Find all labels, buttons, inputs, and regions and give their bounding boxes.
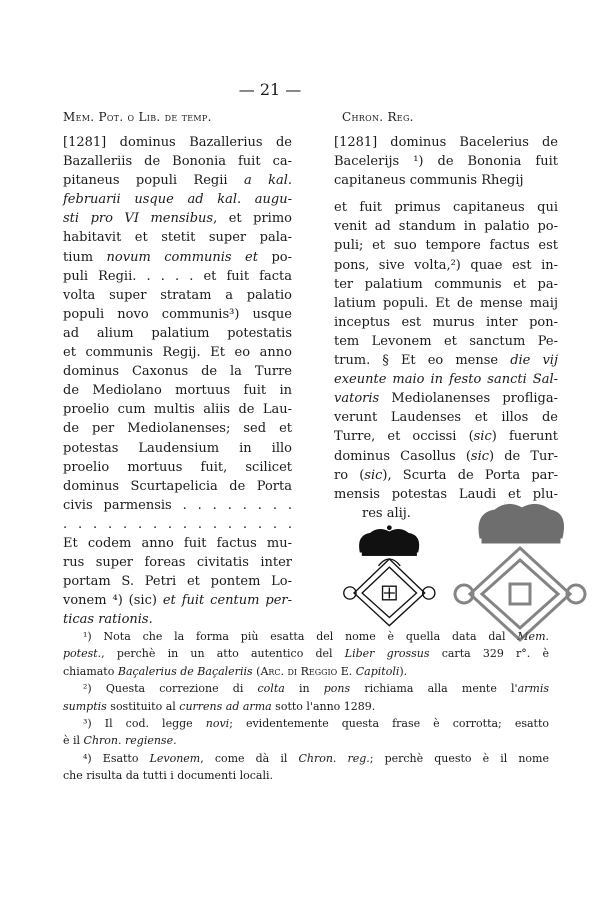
text-line bbox=[334, 313, 558, 332]
text-run: dominus Casollus ( bbox=[334, 448, 471, 464]
text-line bbox=[63, 267, 292, 286]
text-run: ). bbox=[399, 664, 408, 678]
text-line bbox=[63, 228, 292, 247]
italic-text: currens ad arma bbox=[179, 699, 272, 713]
text-run: pitaneus populi Regii bbox=[63, 173, 244, 189]
right-column-heading: Chron. Reg. bbox=[342, 110, 414, 124]
text-run: pons, sive volta,²) quae est in- bbox=[334, 257, 558, 273]
text-line bbox=[334, 152, 558, 171]
text-run: proelio cum multis aliis de Lau- bbox=[63, 402, 292, 418]
text-line bbox=[334, 351, 558, 370]
text-run: puli; et suo tempore factus est bbox=[334, 238, 558, 254]
text-run: trum. § Et eo mense bbox=[334, 353, 511, 369]
text-line bbox=[334, 370, 558, 389]
text-run: populi novo communis³) usque bbox=[63, 306, 292, 322]
text-run: in bbox=[284, 682, 324, 696]
text-run: res alij. bbox=[362, 505, 411, 521]
text-line bbox=[334, 275, 558, 294]
library-stamp-1 bbox=[336, 525, 442, 627]
footnote-line bbox=[63, 698, 549, 715]
text-run: tem Levonem et sanctum Pe- bbox=[334, 333, 558, 349]
italic-text: pons bbox=[323, 682, 351, 696]
text-line bbox=[334, 217, 558, 236]
text-run: Et codem anno fuit factus mu- bbox=[63, 535, 292, 551]
text-run: de Mediolano mortuus fuit in bbox=[63, 383, 292, 399]
text-run: ¹) Nota che la forma più esatta del nome è quella data dal bbox=[83, 630, 518, 643]
text-run: vonem ⁴) (sic) bbox=[63, 593, 163, 609]
text-run: ad alium palatium potestatis bbox=[63, 325, 292, 341]
text-run: ) de Tur- bbox=[489, 448, 558, 464]
text-line bbox=[63, 133, 292, 152]
italic-text: armis bbox=[517, 682, 549, 696]
text-line bbox=[334, 466, 558, 485]
text-run: Mediolanenses profliga- bbox=[379, 391, 558, 407]
text-line bbox=[63, 190, 292, 209]
italic-text: sic bbox=[473, 429, 492, 445]
footnote-line bbox=[63, 732, 549, 749]
footnote-line bbox=[63, 750, 549, 767]
text-line bbox=[63, 171, 292, 190]
text-run: ; evidentemente questa frase è corrotta; esatto bbox=[229, 716, 549, 730]
text-run: ³) Il cod. legge bbox=[83, 716, 206, 730]
text-run: civis parmensis . . . . . . . . bbox=[63, 497, 292, 513]
paragraph-gap bbox=[334, 190, 558, 198]
italic-text: sic bbox=[364, 467, 383, 483]
text-line bbox=[63, 477, 292, 496]
italic-text: die vij bbox=[510, 353, 558, 369]
text-run: Arc. di Reggio E. bbox=[260, 664, 353, 678]
italic-text: Levonem bbox=[149, 751, 201, 765]
library-stamp-2 bbox=[440, 498, 595, 643]
text-line bbox=[63, 553, 292, 572]
text-line bbox=[63, 439, 292, 458]
text-run: proelio mortuus fuit, scilicet bbox=[63, 459, 292, 475]
text-line bbox=[63, 572, 292, 591]
text-run: , come dà il bbox=[200, 751, 299, 765]
text-run: mensis potestas Laudi et plu- bbox=[334, 486, 558, 502]
footnotes bbox=[63, 628, 549, 785]
text-line bbox=[63, 419, 292, 438]
italic-text: potest. bbox=[63, 647, 102, 661]
right-column-text bbox=[334, 133, 558, 523]
text-line bbox=[334, 198, 558, 217]
text-line bbox=[334, 256, 558, 275]
text-run: Bacelerijs ¹) de Bononia fuit bbox=[334, 154, 558, 170]
left-column-heading: Mem. Pot. o Lib. de temp. bbox=[63, 110, 212, 124]
text-line bbox=[334, 408, 558, 427]
italic-text: sumptis bbox=[63, 699, 107, 713]
text-line bbox=[334, 427, 558, 446]
text-line bbox=[63, 286, 292, 305]
text-run: chiamato bbox=[63, 664, 118, 678]
text-run: capitaneus communis Rhegij bbox=[334, 173, 524, 189]
text-line bbox=[63, 591, 292, 610]
text-run: volta super stratam a palatio bbox=[63, 287, 292, 303]
italic-text: februarii usque ad kal. augu- bbox=[63, 192, 292, 208]
text-run: [1281] dominus Bazallerius de bbox=[63, 135, 292, 150]
text-line bbox=[63, 610, 292, 629]
text-run: dominus Caxonus de la Turre bbox=[63, 364, 292, 380]
footnote-line bbox=[63, 767, 549, 784]
footnote-line bbox=[63, 715, 549, 732]
text-run: sotto l'anno 1289. bbox=[271, 699, 376, 713]
italic-text: a kal. bbox=[243, 173, 292, 189]
text-line bbox=[63, 496, 292, 515]
text-run: ro ( bbox=[334, 467, 365, 483]
text-line bbox=[63, 400, 292, 419]
text-run: latium populi. Et de mense maij bbox=[334, 295, 558, 311]
italic-text: exeunte maio in festo sancti Sal- bbox=[334, 372, 558, 388]
italic-text: Baçalerius de Baçaleriis bbox=[117, 664, 253, 678]
text-run: ⁴) Esatto bbox=[83, 751, 150, 765]
text-run: potestas Laudensium in illo bbox=[63, 440, 292, 456]
text-line bbox=[63, 458, 292, 477]
italic-text: et fuit centum per- bbox=[162, 593, 292, 609]
text-run: et communis Regij. Et eo anno bbox=[63, 345, 292, 361]
text-run: , perchè in un atto autentico del bbox=[101, 647, 345, 661]
text-line bbox=[334, 294, 558, 313]
text-run: richiama alla mente l' bbox=[350, 682, 518, 696]
italic-text: novi bbox=[205, 716, 230, 730]
text-line bbox=[334, 236, 558, 255]
text-run: Bazalleriis de Bononia fuit ca- bbox=[63, 154, 292, 170]
text-run: che risulta da tutti i documenti locali. bbox=[63, 769, 273, 783]
text-line bbox=[63, 324, 292, 343]
text-run: habitavit et stetit super pala- bbox=[63, 230, 292, 246]
text-run: dominus Scurtapelicia de Porta bbox=[63, 478, 292, 494]
text-line bbox=[334, 133, 558, 152]
italic-text: colta bbox=[257, 682, 285, 696]
footnote-line bbox=[63, 645, 549, 662]
italic-text: Capitoli bbox=[355, 664, 400, 678]
text-line bbox=[63, 362, 292, 381]
text-line bbox=[63, 305, 292, 324]
text-run: ²) Questa correzione di bbox=[83, 682, 258, 696]
italic-text: novum communis et bbox=[106, 249, 258, 265]
text-line bbox=[63, 534, 292, 553]
text-run: [1281] dominus Bacelerius de bbox=[334, 135, 558, 150]
text-line bbox=[63, 152, 292, 171]
text-run: tium bbox=[63, 249, 107, 265]
text-run: ter palatium communis et pa- bbox=[334, 276, 558, 292]
text-run: Turre, et occissi ( bbox=[334, 429, 474, 445]
footnote-line bbox=[63, 680, 549, 697]
text-line bbox=[334, 447, 558, 466]
left-column-text bbox=[63, 133, 292, 629]
italic-text: Chron. regiense. bbox=[83, 734, 177, 748]
text-line bbox=[334, 389, 558, 408]
italic-text: sti pro VI mensibus bbox=[63, 211, 214, 227]
text-run: ) fuerunt bbox=[491, 429, 558, 445]
text-run: , et primo bbox=[213, 211, 292, 227]
page-number: — 21 — bbox=[238, 80, 302, 99]
text-run: rus super foreas civitatis inter bbox=[63, 555, 292, 571]
text-run: sostituito al bbox=[106, 699, 180, 713]
text-run: ; perchè questo è il nome bbox=[369, 751, 549, 765]
text-run: verunt Laudenses et illos de bbox=[334, 410, 558, 426]
text-run: et fuit primus capitaneus qui bbox=[334, 200, 558, 216]
text-run: ( bbox=[252, 664, 261, 678]
italic-text: sic bbox=[470, 448, 490, 464]
text-run: . . . . . . . . . . . . . . . . bbox=[63, 516, 292, 532]
text-line bbox=[63, 209, 292, 228]
text-run: de per Mediolanenses; sed et bbox=[63, 421, 292, 437]
text-run: po- bbox=[257, 249, 292, 265]
text-run: è il bbox=[63, 734, 84, 748]
italic-text: ticas rationis. bbox=[63, 612, 153, 628]
text-line bbox=[334, 332, 558, 351]
footnote-line bbox=[63, 663, 549, 680]
text-run: portam S. Petri et pontem Lo- bbox=[63, 574, 292, 590]
text-run: venit ad standum in palatio po- bbox=[334, 219, 558, 235]
italic-text: vatoris bbox=[334, 391, 380, 407]
text-line bbox=[63, 343, 292, 362]
text-run: inceptus est murus inter pon- bbox=[334, 314, 558, 330]
text-line bbox=[63, 248, 292, 267]
italic-text: Mem. bbox=[517, 630, 549, 643]
italic-text: Liber grossus bbox=[344, 647, 430, 661]
text-line bbox=[334, 171, 558, 190]
text-run: puli Regii. . . . . et fuit facta bbox=[63, 268, 292, 284]
text-line bbox=[63, 381, 292, 400]
text-run: carta 329 r°. è bbox=[429, 647, 549, 661]
text-run: ), Scurta de Porta par- bbox=[382, 467, 558, 483]
text-line bbox=[63, 515, 292, 534]
italic-text: Chron. reg. bbox=[298, 751, 370, 765]
